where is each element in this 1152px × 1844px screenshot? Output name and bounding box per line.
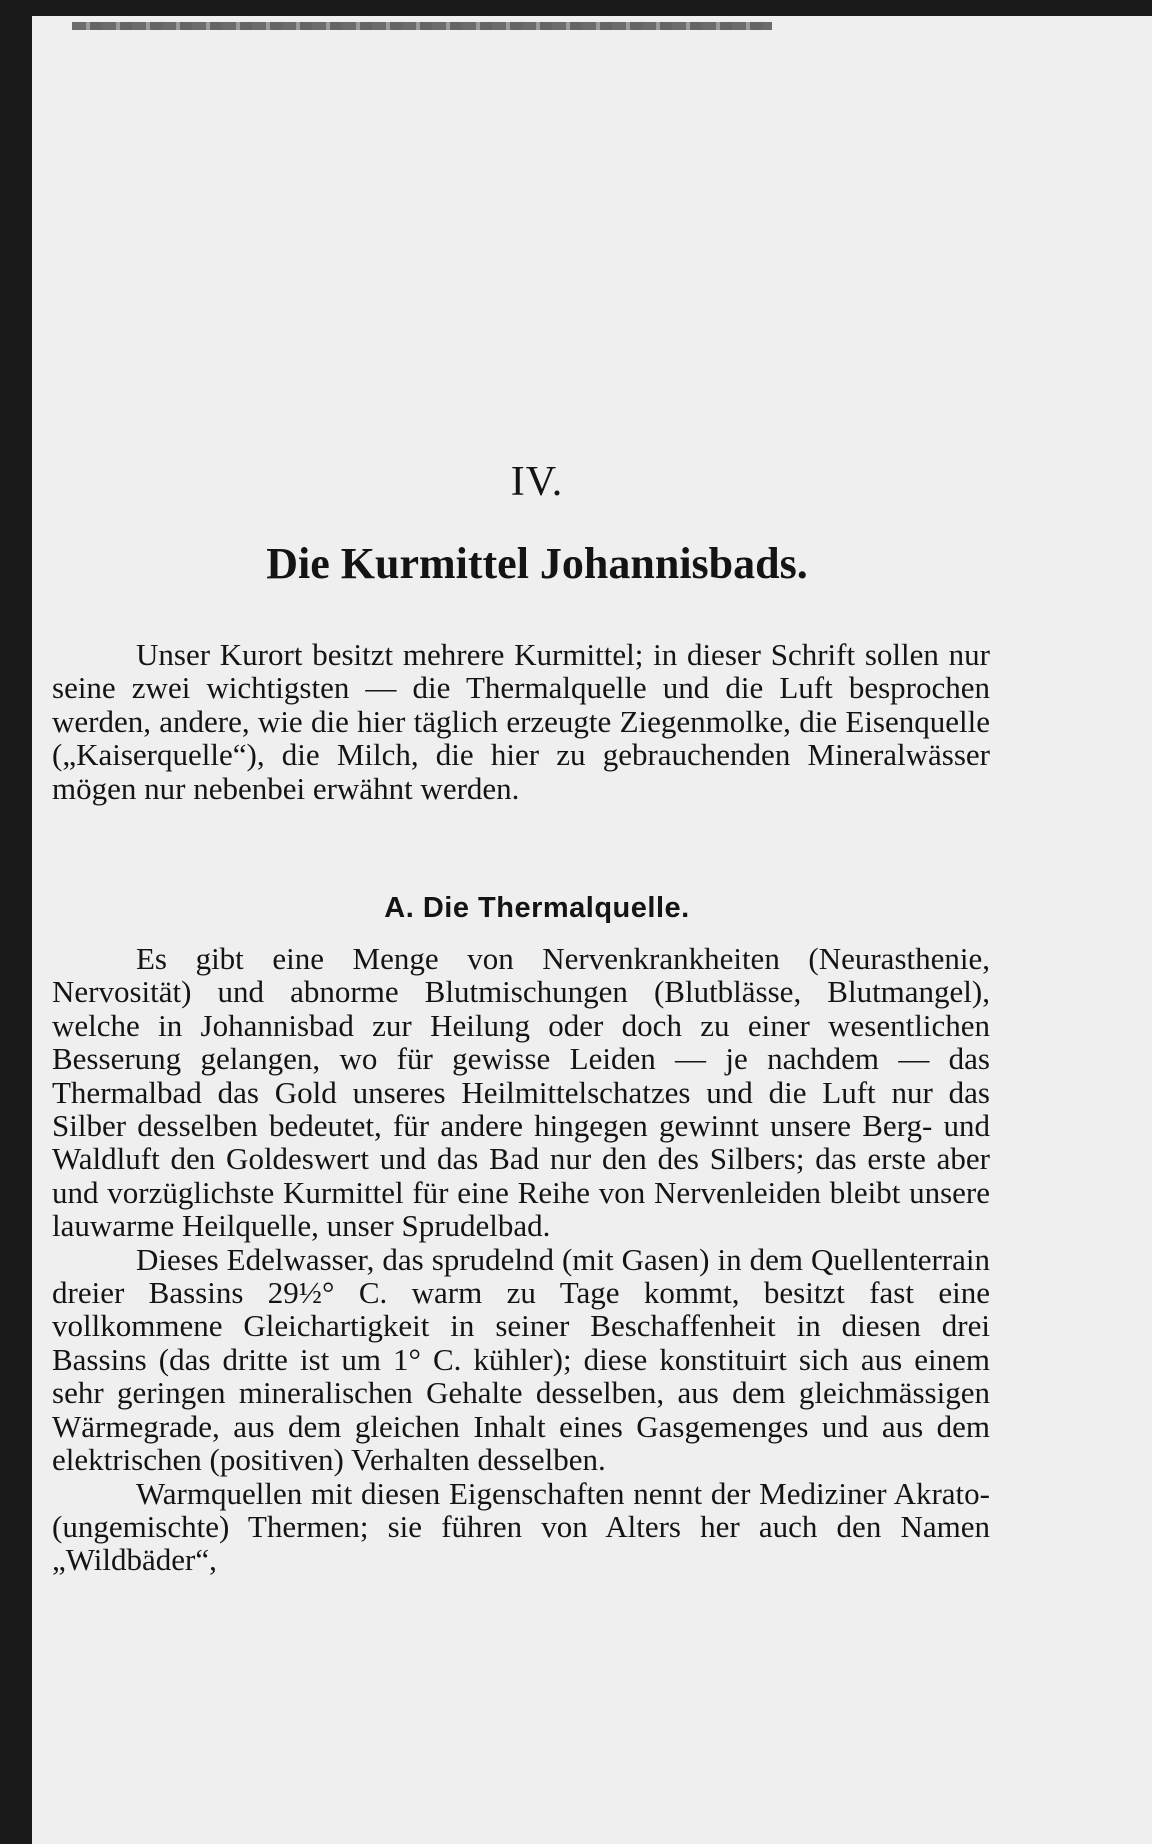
body-paragraph-1: Es gibt eine Menge von Nervenkrankheiten (Neurasthenie, Nervosität) und abnorme Blutmischungen (Blutblässe, Blutmangel), welche in Johannisbad zur Heilung oder doch zu einer wesentlichen Besserung gelangen, wo für gewisse Leiden — je nachdem — das Thermalbad das Gold unseres Heilmittelschatzes und die Luft nur das Silber desselben bedeutet, für andere hingegen gewinnt unsere Berg- und Waldluft den Goldeswert und das Bad nur den des Silbers; das erste aber und vorzüglichste Kurmittel für eine Reihe von Nervenleiden bleibt unsere lauwarme Heilquelle, unser Sprudelbad. <box>52 941 990 1244</box>
torn-top-edge <box>72 22 772 30</box>
section-body <box>52 942 990 1577</box>
section-heading: A. Die Thermalquelle. <box>384 892 690 924</box>
intro-text <box>52 638 990 805</box>
chapter-number: IV. <box>510 459 564 505</box>
book-page <box>32 16 1152 1844</box>
body-paragraph-3: Warmquellen mit diesen Eigenschaften nennt der Mediziner Akrato- (ungemischte) Thermen; sie führen von Alters her auch den Namen „Wildbäder“, <box>52 1475 990 1578</box>
body-paragraph-2: Dieses Edelwasser, das sprudelnd (mit Gasen) in dem Quellenterrain dreier Bassins 29½° C. warm zu Tage kommt, besitzt fast eine vollkommene Gleichartigkeit in seiner Beschaffenheit in diesen drei Bassins (das dritte ist um 1° C. kühler); diese konstituirt sich aus einem sehr geringen mineralischen Gehalte desselben, aus dem gleichmässigen Wärmegrade, aus dem gleichen Inhalt eines Gasgemenges und aus dem elektrischen (positiven) Verhalten desselben. <box>52 1241 990 1478</box>
chapter-title: Die Kurmittel Johannisbads. <box>266 539 808 588</box>
intro-paragraph: Unser Kurort besitzt mehrere Kurmittel; in dieser Schrift sollen nur seine zwei wichtigsten — die Thermalquelle und die Luft besprochen werden, andere, wie die hier täglich erzeugte Ziegenmolke, die Eisenquelle („Kaiserquelle“), die Milch, die hier zu gebrauchenden Mineralwässer mögen nur nebenbei erwähnt werden. <box>52 637 990 806</box>
